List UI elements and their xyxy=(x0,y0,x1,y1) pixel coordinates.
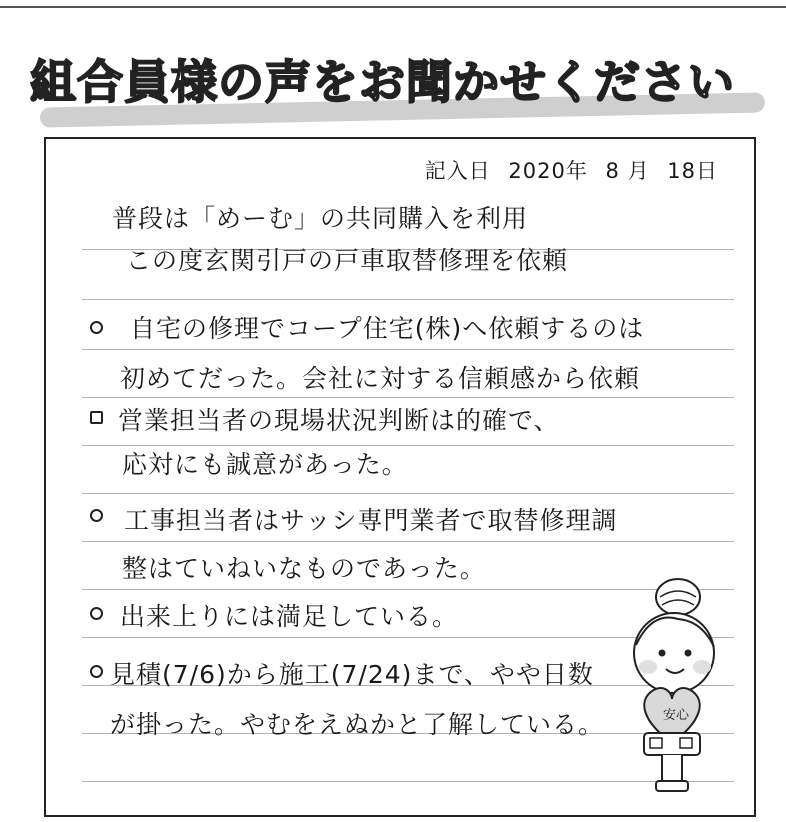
intro-line-1: 普段は「めーむ」の共同購入を利用 xyxy=(112,204,529,233)
date-month: 8 月 xyxy=(605,159,650,183)
title-banner xyxy=(30,46,770,136)
mascot-hair-bun xyxy=(656,579,700,615)
ruled-line xyxy=(82,493,734,494)
square-bullet xyxy=(90,411,103,424)
ruled-line xyxy=(82,541,734,542)
mascot-body xyxy=(644,733,700,791)
item-5-line-1: 見積(7/6)から施工(7/24)まで、やや日数 xyxy=(110,660,594,689)
item-2-line-2: 応対にも誠意があった。 xyxy=(122,450,408,479)
date-day: 18日 xyxy=(667,159,718,183)
intro-line-2: この度玄関引戸の戸車取替修理を依頼 xyxy=(126,246,569,275)
date-year: 2020年 xyxy=(508,159,588,183)
ruled-line xyxy=(82,299,734,300)
page-title: 組合員様の声をお聞かせください xyxy=(30,55,735,109)
top-border-line xyxy=(0,6,786,8)
item-5-line-2: が掛った。やむをえぬかと了解している。 xyxy=(110,710,605,739)
item-3-line-2: 整はていねいなものであった。 xyxy=(122,554,486,583)
item-3-line-1: 工事担当者はサッシ専門業者で取替修理調 xyxy=(124,506,618,535)
circle-bullet xyxy=(90,509,103,522)
item-2-line-1: 営業担当者の現場状況判断は的確で、 xyxy=(118,406,560,435)
item-4-line-1: 出来上りには満足している。 xyxy=(120,602,459,631)
ruled-line xyxy=(82,349,734,350)
date-label: 記入日 xyxy=(424,159,491,183)
circle-bullet xyxy=(90,607,103,620)
item-1-line-2: 初めてだった。会社に対する信頼感から依頼 xyxy=(120,364,641,393)
mascot-illustration xyxy=(622,575,722,795)
mascot-face xyxy=(634,613,714,693)
item-1-line-1: 自宅の修理でコープ住宅(株)へ依頼するのは xyxy=(130,314,645,343)
heart-label: 安心 xyxy=(662,708,690,723)
ruled-line xyxy=(82,397,734,398)
circle-bullet xyxy=(90,321,103,334)
entry-date xyxy=(415,155,718,185)
circle-bullet xyxy=(90,665,103,678)
